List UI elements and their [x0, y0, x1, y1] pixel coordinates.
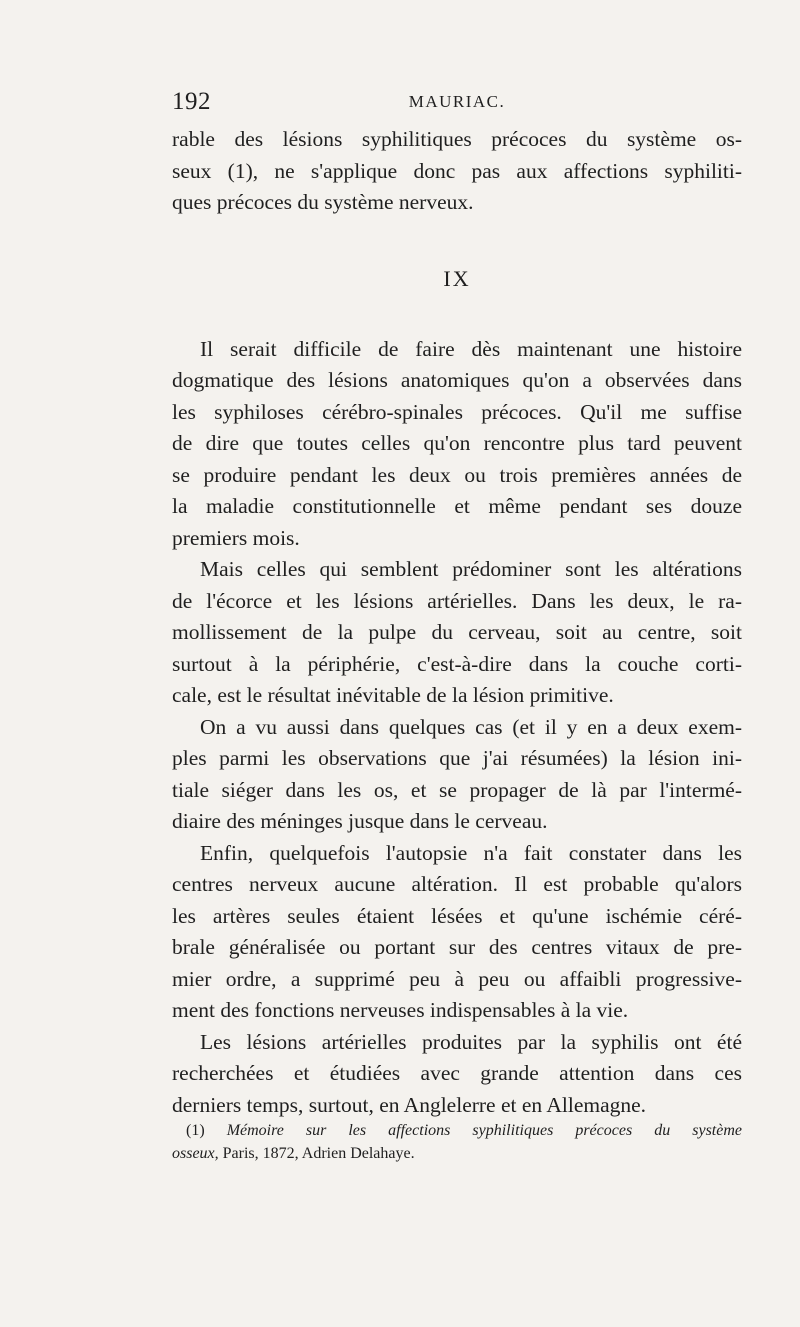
text-line: Mais celles qui semblent prédominer sont les altérations	[200, 557, 742, 581]
text-line: Enfin, quelquefois l'autopsie n'a fait constater dans les	[200, 840, 742, 865]
text-line: tiale siéger dans les os, et se propager de là par l'intermé-	[172, 777, 742, 802]
paragraph-continued	[172, 124, 742, 219]
paragraph	[172, 712, 742, 838]
running-header	[172, 88, 742, 118]
text-line: mollissement de la pulpe du cerveau, soit au centre, soit	[172, 620, 742, 644]
text-line: de dire que toutes celles qu'on rencontre plus tard peuvent	[172, 431, 742, 455]
text-line: rable des lésions syphilitiques précoces du système os-	[172, 127, 742, 151]
text-line: les artères seules étaient lésées et qu'une ischémie céré-	[172, 903, 742, 928]
paragraph	[172, 1027, 742, 1122]
section-heading	[172, 219, 742, 334]
text-line: centres nerveux aucune altération. Il est probable qu'alors	[172, 872, 742, 896]
footnote-title: Mémoire sur les affections syphilitiques précoces du système	[226, 1122, 742, 1139]
text-line: Il serait difficile de faire dès maintenant une histoire	[200, 336, 742, 361]
text-line: mier ordre, a supprimé peu à peu ou affaibli progressive-	[172, 966, 742, 991]
text-line: cale, est le résultat inévitable de la lésion primitive.	[172, 683, 614, 707]
paragraph	[172, 554, 742, 712]
footnote-line	[172, 1142, 742, 1165]
text-line: brale généralisée ou portant sur des centres vitaux de pre-	[172, 935, 742, 959]
text-line: diaire des méninges jusque dans le cerveau.	[172, 809, 548, 833]
footnote-line	[172, 1119, 742, 1142]
text-line: ples parmi les observations que j'ai résumées) la lésion ini-	[172, 746, 742, 770]
body-text	[172, 124, 742, 1121]
text-line: ment des fonctions nerveuses indispensables à la vie.	[172, 998, 629, 1022]
page-number: 192	[172, 88, 211, 115]
text-line: Les lésions artérielles produites par la syphilis ont été	[200, 1029, 742, 1054]
text-line: surtout à la périphérie, c'est-à-dire dans la couche corti-	[172, 651, 742, 676]
text-line: recherchées et étudiées avec grande attention dans ces	[172, 1061, 742, 1085]
text-line: derniers temps, surtout, en Anglelerre et en Allemagne.	[172, 1092, 647, 1117]
text-line: seux (1), ne s'applique donc pas aux affections syphiliti-	[172, 158, 742, 183]
footnote-title-continued: osseux,	[172, 1145, 219, 1162]
footnote-publication: Paris, 1872, Adrien Delahaye.	[222, 1145, 415, 1162]
text-line: se produire pendant les deux ou trois premières années de	[172, 462, 742, 487]
text-line: dogmatique des lésions anatomiques qu'on a observées dans	[172, 368, 742, 392]
text-line: ques précoces du système nerveux.	[172, 190, 474, 214]
running-title: MAURIAC.	[408, 92, 506, 111]
section-number: IX	[443, 265, 471, 291]
footnote	[172, 1119, 742, 1165]
footnote-marker: (1)	[186, 1122, 205, 1139]
text-line: premiers mois.	[172, 525, 300, 550]
text-line: On a vu aussi dans quelques cas (et il y en a deux exem-	[200, 714, 742, 739]
paragraph	[172, 334, 742, 555]
text-line: la maladie constitutionnelle et même pendant ses douze	[172, 494, 742, 518]
paragraph	[172, 838, 742, 1027]
text-line: de l'écorce et les lésions artérielles. Dans les deux, le ra-	[172, 588, 742, 613]
text-line: les syphiloses cérébro-spinales précoces. Qu'il me suffise	[172, 399, 742, 424]
